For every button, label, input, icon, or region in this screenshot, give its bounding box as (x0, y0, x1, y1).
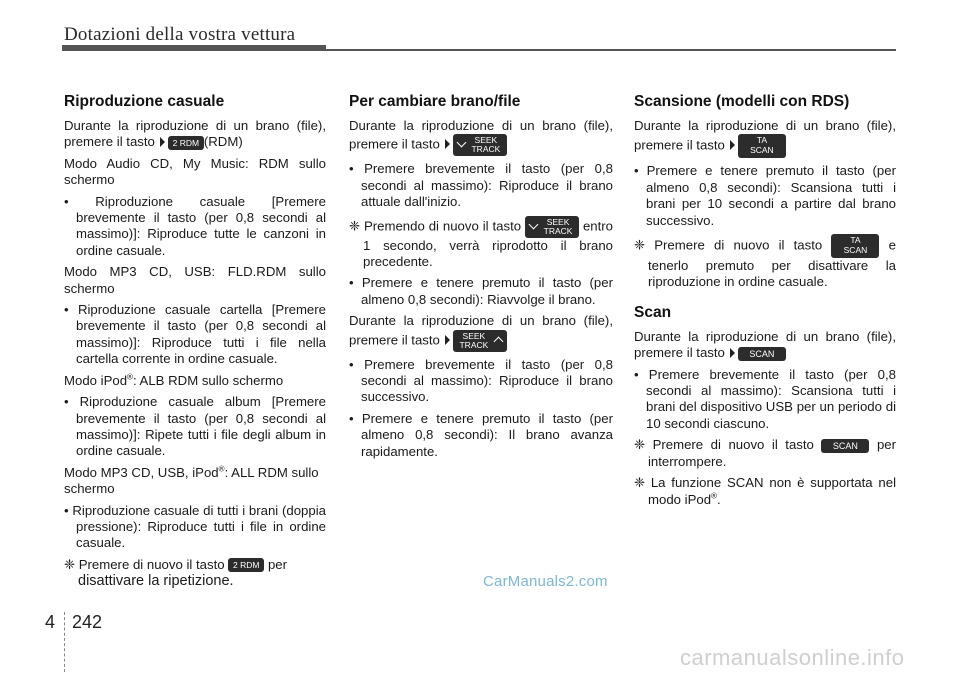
random-intro: Durante la riproduzione di un brano (file), premere il tasto 2 RDM (RDM) (64, 118, 326, 150)
page-number: 242 (72, 612, 103, 632)
ipod-bullet: • Riproduzione casuale album [Premere brevemente il tasto (per 0,8 secondi al massimo)]: Ripete tutti i file degli album in ordine casuale. (64, 394, 326, 459)
column-random-playback (64, 92, 326, 595)
ipod-mode-text: Modo iPod®: ALB RDM sullo schermo (64, 372, 284, 388)
rdm-note: ❈ Premere di nuovo il tasto 2 RDM per disattivare la ripetizione. (64, 556, 287, 590)
ta-scan-button-icon: TA SCAN (831, 234, 879, 258)
scan-ipod-note: ❈ La funzione SCAN non è supportata nel modo iPod®. (634, 475, 896, 507)
heading-random-playback: Riproduzione casuale (64, 93, 225, 110)
play-arrow-icon (730, 348, 735, 358)
scan-bullet: • Premere brevemente il tasto (per 0,8 secondi al massimo): Scansiona tutti i brani del dispositivo USB per un periodo di 10 secondi ciascuno. (634, 366, 896, 431)
seek-down-button-icon: SEEK TRACK (525, 216, 579, 238)
seek-up-button-icon: SEEK TRACK (453, 330, 507, 352)
seek-down-intro: Durante la riproduzione di un brano (file), premere il tasto SEEK TRACK (349, 118, 613, 155)
column-change-track (349, 92, 613, 465)
ta-scan-bullet: • Premere e tenere premuto il tasto (per almeno 0,8 secondi): Scansiona tutti i brani per 10 secondi a partire dal brano successivo. (634, 163, 896, 228)
chapter-number: 4 (45, 612, 56, 632)
seek-down-button-icon: SEEK TRACK (453, 134, 507, 156)
ta-scan-intro: Durante la riproduzione di un brano (file), premere il tasto TA SCAN (634, 118, 896, 158)
header-rule (62, 49, 896, 51)
mp3-bullet: • Riproduzione casuale cartella [Premere brevemente il tasto (per 0,8 secondi al massimo)]: Riproduce tutti i file nella cartella corrente in ordine casuale. (64, 302, 326, 367)
rdm-button-icon: 2 RDM (228, 558, 264, 572)
play-arrow-icon (160, 137, 165, 147)
site-watermark: carmanualsonline.info (680, 645, 905, 670)
mp3-mode-text: Modo MP3 CD, USB: FLD.RDM sullo schermo (64, 264, 326, 296)
scan-button-icon: SCAN (738, 347, 786, 361)
all-mode-text: Modo MP3 CD, USB, iPod®: ALL RDM sullo schermo (64, 464, 319, 497)
seek-down-bullet-short: • Premere brevemente il tasto (per 0,8 secondi al massimo): Riproduce il brano attuale dall'inizio. (349, 161, 613, 210)
footer-divider (64, 612, 65, 672)
seek-up-bullet-short: • Premere brevemente il tasto (per 0,8 secondi al massimo): Riproduce il brano successivo. (349, 356, 613, 405)
scan-stop-note: ❈ Premere di nuovo il tasto SCAN per interrompere. (634, 437, 896, 469)
play-arrow-icon (445, 139, 450, 149)
ta-scan-button-icon: TA SCAN (738, 134, 786, 158)
heading-rds-scan: Scansione (modelli con RDS) (634, 93, 850, 110)
chevron-up-icon (493, 336, 503, 346)
scan-intro: Durante la riproduzione di un brano (file), premere il tasto SCAN (634, 328, 896, 361)
heading-change-track: Per cambiare brano/file (349, 93, 521, 110)
column-scan (634, 92, 896, 513)
scan-button-icon: SCAN (821, 439, 869, 453)
play-arrow-icon (730, 140, 735, 150)
play-arrow-icon (445, 335, 450, 345)
watermark-link[interactable]: CarManuals2.com (483, 573, 608, 590)
seek-up-intro: Durante la riproduzione di un brano (file), premere il tasto SEEK TRACK (349, 313, 613, 350)
heading-scan: Scan (634, 303, 672, 321)
ta-scan-note: ❈ Premere di nuovo il tasto TA SCAN e tenerlo premuto per disattivare la riproduzione in ordine casuale. (634, 235, 896, 290)
audio-bullet: • Riproduzione casuale [Premere brevemente il tasto (per 0,8 secondi al massimo)]: Riproduce tutte le canzoni in ordine casuale. (64, 193, 326, 258)
page-header-title: Dotazioni della vostra vettura (64, 24, 296, 45)
audio-mode-text: Modo Audio CD, My Music: RDM sullo schermo (64, 155, 326, 188)
seek-up-bullet-long: • Premere e tenere premuto il tasto (per almeno 0,8 secondi): Il brano avanza rapidamente. (349, 410, 613, 459)
rdm-button-icon: 2 RDM (168, 136, 204, 150)
seek-down-note: ❈ Premendo di nuovo il tasto SEEK TRACK entro 1 secondo, verrà riprodotto il brano precedente. (349, 216, 614, 270)
all-bullet: • Riproduzione casuale di tutti i brani (doppia pressione): Riproduce tutti i file in ordine casuale. (64, 502, 326, 551)
seek-down-bullet-long: • Premere e tenere premuto il tasto (per almeno 0,8 secondi): Riavvolge il brano. (349, 275, 613, 307)
